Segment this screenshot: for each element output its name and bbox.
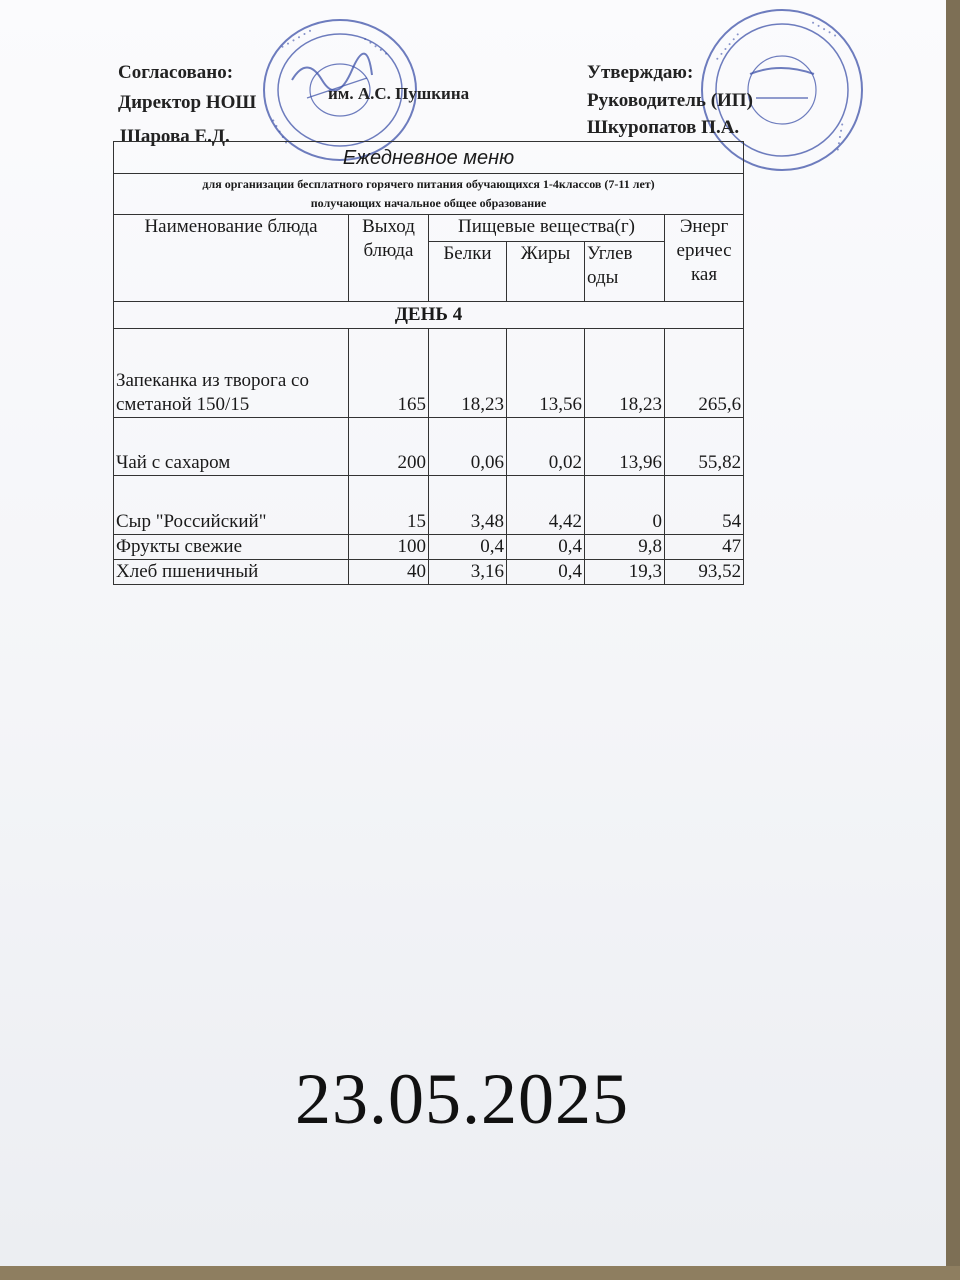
dish-carbs: 18,23 bbox=[585, 329, 665, 418]
approval-right-line3: Шкуропатов П.А. bbox=[587, 117, 740, 138]
table-row bbox=[114, 535, 744, 560]
dish-protein: 3,16 bbox=[429, 560, 507, 585]
menu-subtitle-line2: получающих начальное общее образование bbox=[310, 196, 547, 210]
dish-yield: 15 bbox=[349, 476, 429, 535]
header-row-1 bbox=[114, 215, 744, 242]
col-header-fat: Жиры bbox=[507, 242, 585, 302]
svg-text:• • • • • •: • • • • • • bbox=[713, 30, 743, 64]
dish-yield: 100 bbox=[349, 535, 429, 560]
dish-yield: 40 bbox=[349, 560, 429, 585]
approval-left-line3: Шарова Е.Д. bbox=[120, 126, 230, 147]
dish-energy: 47 bbox=[665, 535, 744, 560]
approval-right-line1: Утверждаю: bbox=[587, 62, 694, 83]
dish-energy: 54 bbox=[665, 476, 744, 535]
dish-energy: 265,6 bbox=[665, 329, 744, 418]
background-surface-bottom bbox=[0, 1266, 960, 1280]
svg-text:• • • • •: • • • • • bbox=[809, 18, 839, 41]
menu-date: 23.05.2025 bbox=[295, 1059, 629, 1139]
dish-carbs: 13,96 bbox=[585, 418, 665, 476]
table-row bbox=[114, 329, 744, 418]
subtitle-row bbox=[114, 174, 744, 215]
dish-protein: 0,4 bbox=[429, 535, 507, 560]
approval-left-line2: Директор НОШ bbox=[118, 92, 257, 113]
dish-fat: 0,4 bbox=[507, 535, 585, 560]
dish-name: Хлеб пшеничный bbox=[114, 560, 349, 585]
dish-name: Запеканка из творога со сметаной 150/15 bbox=[114, 329, 349, 418]
dish-yield: 200 bbox=[349, 418, 429, 476]
title-row bbox=[114, 142, 744, 174]
dish-energy: 55,82 bbox=[665, 418, 744, 476]
col-header-protein: Белки bbox=[429, 242, 507, 302]
day-label: ДЕНЬ 4 bbox=[114, 302, 744, 329]
col-header-name: Наименование блюда bbox=[114, 215, 349, 302]
dish-name: Сыр "Российский" bbox=[114, 476, 349, 535]
dish-fat: 0,4 bbox=[507, 560, 585, 585]
dish-fat: 13,56 bbox=[507, 329, 585, 418]
menu-subtitle bbox=[114, 174, 744, 215]
dish-name: Фрукты свежие bbox=[114, 535, 349, 560]
dish-carbs: 0 bbox=[585, 476, 665, 535]
dish-protein: 18,23 bbox=[429, 329, 507, 418]
dish-carbs: 19,3 bbox=[585, 560, 665, 585]
dish-protein: 0,06 bbox=[429, 418, 507, 476]
svg-text:• • • • • •: • • • • • • bbox=[279, 26, 315, 52]
table-row bbox=[114, 560, 744, 585]
dish-yield: 165 bbox=[349, 329, 429, 418]
dish-fat: 4,42 bbox=[507, 476, 585, 535]
svg-text:• • • • •: • • • • • bbox=[360, 35, 390, 59]
menu-subtitle-line1: для организации бесплатного горячего питания обучающихся 1-4классов (7-11 лет) bbox=[202, 177, 655, 191]
table-row bbox=[114, 476, 744, 535]
col-header-nutrients: Пищевые вещества(г) bbox=[429, 215, 665, 242]
col-header-energy: Энерг еричес кая bbox=[665, 215, 744, 302]
approval-left-line1: Согласовано: bbox=[118, 62, 234, 83]
menu-title: Ежедневное меню bbox=[114, 142, 744, 174]
dish-carbs: 9,8 bbox=[585, 535, 665, 560]
dish-energy: 93,52 bbox=[665, 560, 744, 585]
dish-fat: 0,02 bbox=[507, 418, 585, 476]
daily-menu-table bbox=[113, 141, 744, 585]
dish-protein: 3,48 bbox=[429, 476, 507, 535]
day-row bbox=[114, 302, 744, 329]
dish-name: Чай с сахаром bbox=[114, 418, 349, 476]
approval-left-school: им. А.С. Пушкина bbox=[328, 84, 470, 103]
col-header-carbs: Углев оды bbox=[585, 242, 665, 302]
table-row bbox=[114, 418, 744, 476]
svg-text:• • • • •: • • • • • bbox=[268, 117, 290, 147]
col-header-yield: Выход блюда bbox=[349, 215, 429, 302]
background-surface bbox=[946, 0, 960, 1280]
svg-text:• • • • •: • • • • • bbox=[832, 121, 846, 153]
approval-right-line2: Руководитель (ИП) bbox=[587, 90, 753, 111]
